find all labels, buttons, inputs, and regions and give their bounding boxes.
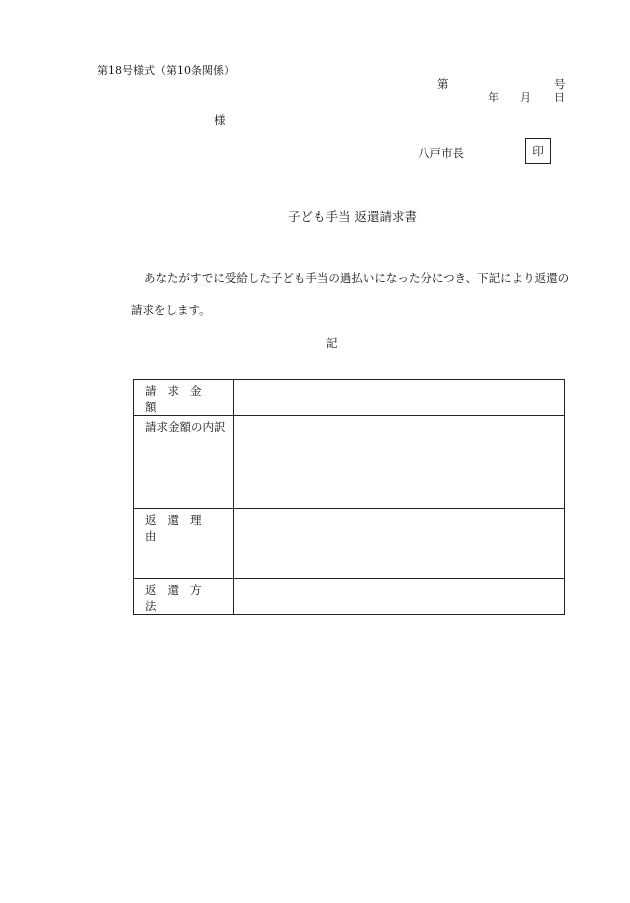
seal-label: 印 (532, 144, 544, 158)
body-line-2: 請求をします。 (131, 303, 211, 317)
doc-number-suffix: 号 (554, 77, 566, 91)
table-row (134, 579, 565, 615)
label-return-method: 返還方法 (134, 579, 234, 615)
table-row (134, 380, 565, 416)
value-return-reason[interactable] (234, 509, 565, 579)
doc-number-prefix: 第 (437, 77, 449, 91)
label-return-reason: 返還理由 (134, 509, 234, 579)
value-return-method[interactable] (234, 579, 565, 615)
issuer-name: 八戸市長 (418, 146, 464, 160)
ki-heading: 記 (326, 336, 338, 350)
form-number: 第18号様式（第10条関係） (97, 64, 235, 77)
detail-table (133, 379, 565, 615)
label-claim-breakdown: 請求金額の内訳 (134, 416, 234, 509)
date-year: 年 (488, 91, 499, 104)
label-claim-amount: 請求金額 (134, 380, 234, 416)
table-row (134, 509, 565, 579)
date-day: 日 (554, 91, 565, 104)
document-title: 子ども手当 返還請求書 (288, 209, 417, 224)
addressee-suffix: 様 (214, 113, 226, 127)
value-claim-amount[interactable] (234, 380, 565, 416)
body-line-1: あなたがすでに受給した子ども手当の過払いになった分につき、下記により返還の (144, 271, 570, 285)
date-month: 月 (520, 91, 531, 104)
value-claim-breakdown[interactable] (234, 416, 565, 509)
seal-box (525, 138, 551, 164)
table-row (134, 416, 565, 509)
